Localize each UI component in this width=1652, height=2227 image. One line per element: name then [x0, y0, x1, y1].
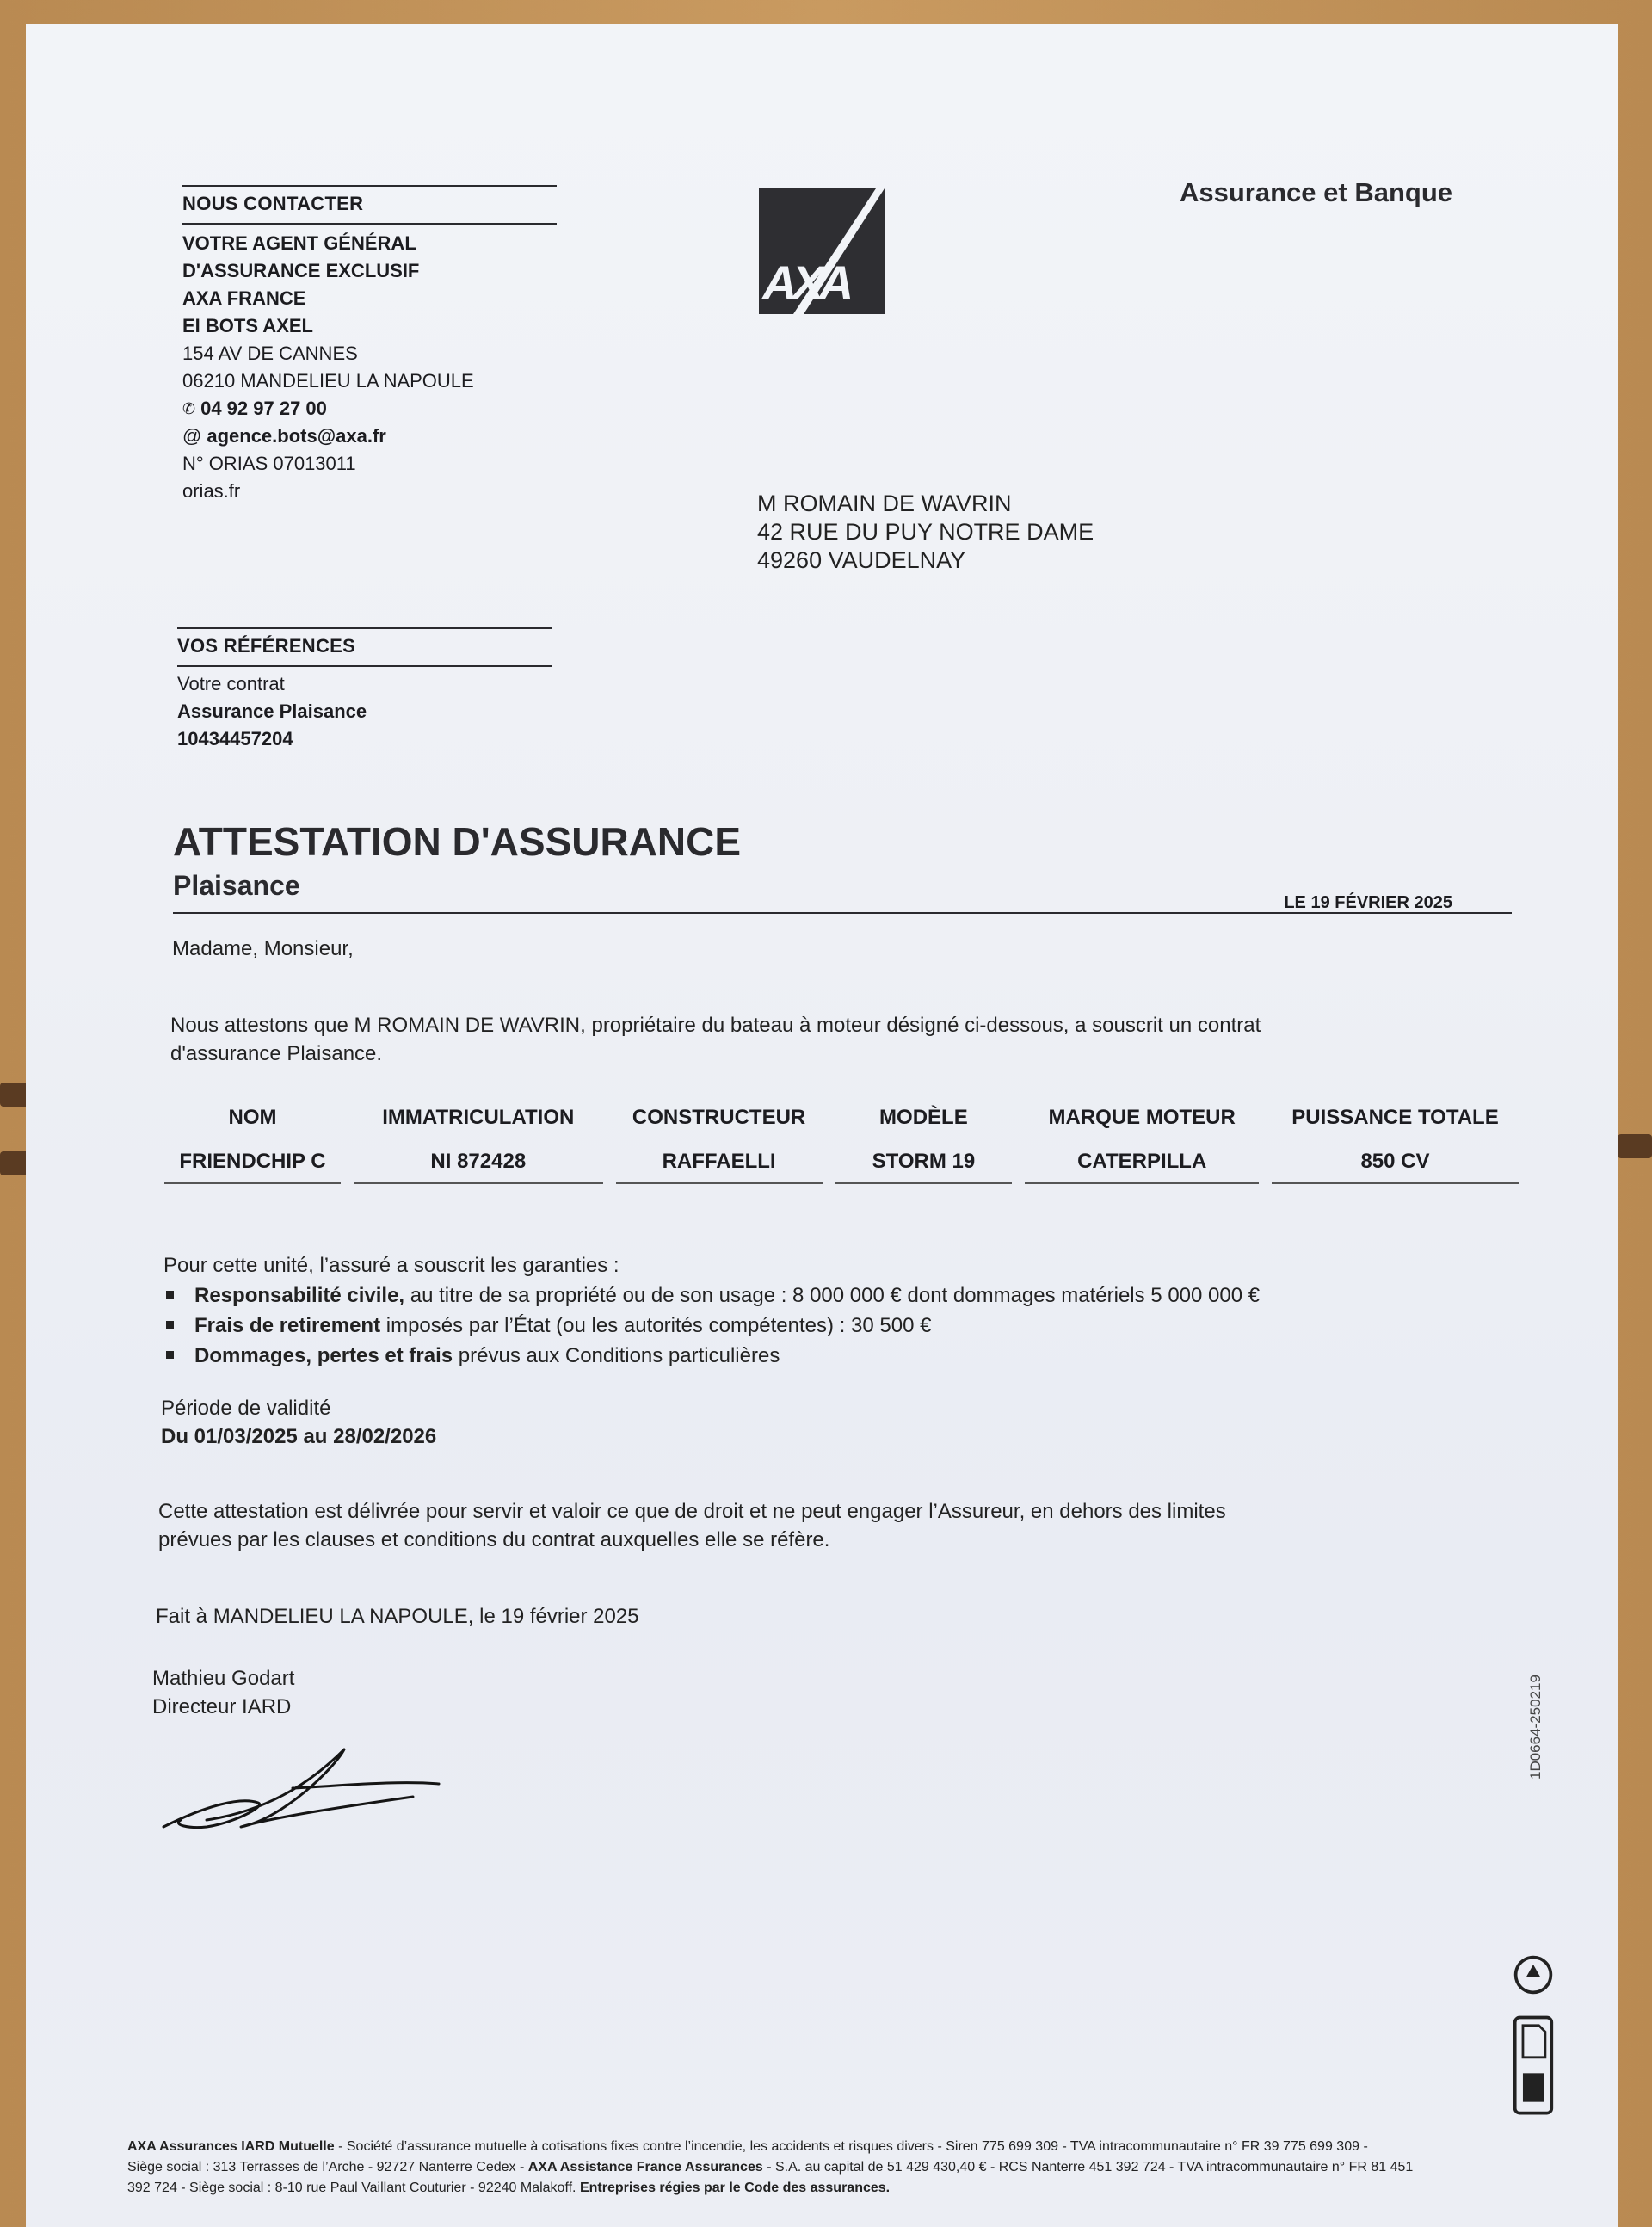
contact-section-title: NOUS CONTACTER: [182, 193, 364, 214]
agent-phone: [182, 395, 557, 423]
table-cell: CATERPILLA: [1025, 1141, 1259, 1184]
references-section-title: VOS RÉFÉRENCES: [177, 635, 356, 657]
contract-type: Assurance Plaisance: [177, 700, 367, 722]
table-header-row: [164, 1095, 1519, 1141]
recipient-address: [757, 490, 1094, 575]
guarantee-name: Frais de retirement: [194, 1314, 381, 1337]
footer-company: AXA Assistance France Assurances: [527, 2160, 763, 2175]
binder-clip: [1618, 1134, 1652, 1158]
document-date: LE 19 FÉVRIER 2025: [1284, 893, 1452, 912]
footer-text: - S.A. au capital de 51 429 430,40 € - RCS Nanterre 451 392 724 - TVA intracommunautaire n° FR 81 451: [762, 2160, 1414, 2175]
intro-paragraph: [170, 1011, 1261, 1068]
recipient-name: M ROMAIN DE WAVRIN: [757, 490, 1012, 516]
agent-street: 154 AV DE CANNES: [182, 342, 358, 364]
disclaimer-line: prévues par les clauses et conditions du contrat auxquelles elle se réfère.: [158, 1528, 830, 1551]
signatory-name: Mathieu Godart: [152, 1667, 295, 1690]
letter-page: [26, 24, 1618, 2227]
table-cell: STORM 19: [835, 1141, 1012, 1184]
footer-regulation: Entreprises régies par le Code des assurances.: [579, 2181, 891, 2195]
orias-site: orias.fr: [182, 480, 241, 502]
table-header-cell: MARQUE MOTEUR: [1048, 1106, 1236, 1129]
list-item: [163, 1280, 1260, 1311]
title-divider: [173, 912, 1512, 914]
validity-period: Du 01/03/2025 au 28/02/2026: [161, 1425, 437, 1448]
guarantee-detail: prévus aux Conditions particulières: [453, 1344, 780, 1367]
guarantees-list: [163, 1280, 1260, 1371]
signatory-block: [152, 1664, 294, 1721]
intro-line: d'assurance Plaisance.: [170, 1042, 383, 1065]
table-header-cell: MODÈLE: [879, 1106, 968, 1129]
guarantees-intro: Pour cette unité, l’assuré a souscrit les garanties :: [163, 1254, 620, 1277]
contact-block: [182, 185, 557, 505]
references-block: [177, 627, 552, 753]
agent-name: EI BOTS AXEL: [182, 315, 313, 336]
contract-number: 10434457204: [177, 728, 293, 750]
handwritten-signature: [146, 1715, 456, 1853]
phone-icon: ✆: [182, 400, 196, 417]
agent-orias: N° ORIAS 07013011: [182, 453, 356, 474]
footer-text: 392 724 - Siège social : 8-10 rue Paul Vaillant Couturier - 92240 Malakoff.: [127, 2181, 580, 2195]
guarantee-detail: imposés par l’État (ou les autorités compétentes) : 30 500 €: [380, 1314, 932, 1337]
table-cell: NI 872428: [354, 1141, 603, 1184]
footer-text: - Société d’assurance mutuelle à cotisations fixes contre l’incendie, les accidents et risques divers - Siren 775 699 309 - TVA intracommunautaire n° FR 39 775 699 309 -: [334, 2139, 1368, 2154]
agent-title-line2: D'ASSURANCE EXCLUSIF: [182, 260, 420, 281]
recycle-icon: [1512, 1952, 1555, 1998]
signatory-role: Directeur IARD: [152, 1695, 292, 1718]
paper-icon: [1512, 2010, 1555, 2122]
validity-label: Période de validité: [161, 1397, 331, 1420]
table-row: [164, 1141, 1519, 1184]
table-cell: RAFFAELLI: [616, 1141, 823, 1184]
recipient-city: 49260 VAUDELNAY: [757, 547, 966, 573]
agent-email-address: agence.bots@axa.fr: [206, 425, 386, 447]
brand-tagline: Assurance et Banque: [1180, 177, 1452, 207]
guarantee-name: Responsabilité civile,: [194, 1284, 405, 1307]
agent-company: AXA FRANCE: [182, 287, 306, 309]
axa-logo: [759, 188, 885, 314]
list-item: [163, 1311, 1260, 1341]
disclaimer-line: Cette attestation est délivrée pour servir et valoir ce que de droit et ne peut engager l’Assureur, en dehors des limites: [158, 1500, 1226, 1523]
table-cell: 850 CV: [1272, 1141, 1519, 1184]
guarantee-name: Dommages, pertes et frais: [194, 1344, 453, 1367]
footer-company: AXA Assurances IARD Mutuelle: [127, 2139, 335, 2154]
trash-bin-icon: [1523, 2073, 1544, 2101]
guarantee-detail: au titre de sa propriété ou de son usage : 8 000 000 € dont dommages matériels 5 000 000 €: [404, 1284, 1261, 1307]
legal-footer: [127, 2137, 1470, 2199]
table-header-cell: PUISSANCE TOTALE: [1291, 1106, 1499, 1129]
footer-text: Siège social : 313 Terrasses de l’Arche - 92727 Nanterre Cedex -: [127, 2160, 528, 2175]
at-icon: @: [182, 425, 202, 447]
greeting: Madame, Monsieur,: [172, 937, 354, 960]
recipient-street: 42 RUE DU PUY NOTRE DAME: [757, 519, 1094, 545]
place-date: Fait à MANDELIEU LA NAPOULE, le 19 février 2025: [156, 1605, 639, 1628]
disclaimer-paragraph: [158, 1497, 1226, 1554]
agent-city: 06210 MANDELIEU LA NAPOULE: [182, 370, 474, 392]
vessel-table: [164, 1095, 1519, 1184]
table-cell: FRIENDCHIP C: [164, 1141, 341, 1184]
contract-label: Votre contrat: [177, 673, 285, 694]
logo-wordmark: AXA: [762, 256, 849, 310]
document-title: ATTESTATION D'ASSURANCE: [173, 819, 742, 864]
agent-phone-number: 04 92 97 27 00: [200, 398, 327, 419]
document-code: 1D0664-250219: [1527, 1675, 1544, 1780]
agent-email: [182, 423, 557, 450]
guarantees-block: [163, 1250, 1260, 1371]
table-header-cell: IMMATRICULATION: [382, 1106, 575, 1129]
agent-title-line1: VOTRE AGENT GÉNÉRAL: [182, 232, 416, 254]
table-header-cell: NOM: [228, 1106, 277, 1129]
table-header-cell: CONSTRUCTEUR: [632, 1106, 806, 1129]
document-subtitle: Plaisance: [173, 870, 300, 901]
intro-line: Nous attestons que M ROMAIN DE WAVRIN, propriétaire du bateau à moteur désigné ci-dessous, a souscrit un contrat: [170, 1014, 1261, 1037]
validity-block: [161, 1394, 436, 1451]
list-item: [163, 1341, 1260, 1371]
